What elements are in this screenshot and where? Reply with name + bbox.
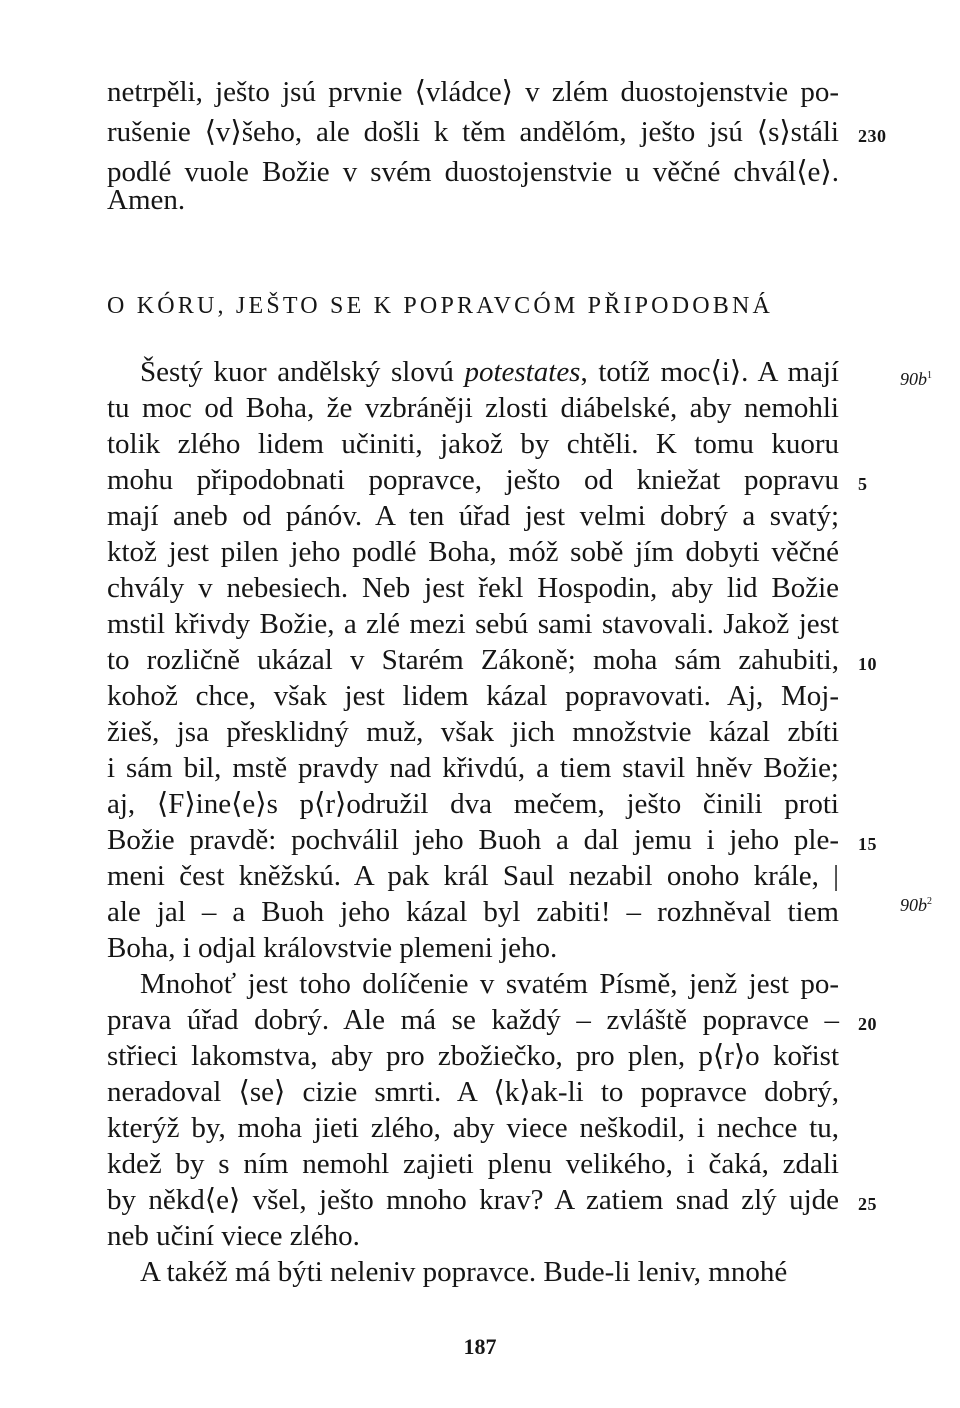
text-line: tu moc od Boha, že vzbráněji zlosti diábelské, aby nemohli	[107, 392, 839, 424]
text-line: prava úřad dobrý. Ale má se každý – zvláště popravce –	[107, 1004, 839, 1036]
text-line: kterýž by, moha jieti zlého, aby viece neškodil, i nechce tu,	[107, 1112, 839, 1144]
text-line: rušenie ⟨v⟩šeho, ale došli k těm andělóm, ješto jsú ⟨s⟩stáli	[107, 116, 839, 148]
text-line	[140, 354, 839, 390]
chapter-heading: O KÓRU, JEŠTO SE K POPRAVCÓM PŘIPODOBNÁ	[107, 293, 774, 319]
folio-mark	[900, 358, 932, 397]
text-line: kdež by s ním nemohl zajieti plenu velikého, i čaká, zdali	[107, 1148, 839, 1180]
text-line: ktož jest pilen jeho podlé Boha, móž sobě jím dobyti věčné	[107, 536, 839, 568]
folio-label: 90b	[900, 369, 927, 389]
line-number: 10	[858, 654, 877, 674]
text-line: kohož chce, však jest lidem kázal popravovati. Aj, Moj-	[107, 680, 839, 712]
text-line: aj, ⟨F⟩ine⟨e⟩s p⟨r⟩odružil dva mečem, ješto činili proti	[107, 788, 839, 820]
text-line: netrpěli, ješto jsú prvnie ⟨vládce⟩ v zlém duostojenstvie po-	[107, 76, 839, 108]
page-number: 187	[463, 1334, 497, 1359]
latin-term: potestates	[464, 356, 581, 388]
line-number: 15	[858, 834, 877, 854]
text-line: Božie pravdě: pochválil jeho Buoh a dal jemu i jeho ple-	[107, 824, 839, 856]
line-number: 5	[858, 474, 868, 494]
line-number: 230	[858, 126, 887, 146]
text-line: meni čest kněžskú. A pak král Saul nezabil onoho krále, |	[107, 860, 839, 892]
text-line: chvály v nebesiech. Neb jest řekl Hospodin, aby lid Božie	[107, 572, 839, 604]
folio-superscript: 2	[927, 896, 932, 907]
text-line: neb učiní viece zlého.	[107, 1220, 360, 1252]
text-line: mohu připodobnati popravce, ješto od kniežat popravu	[107, 464, 839, 496]
text-line: ale jal – a Buoh jeho kázal byl zabiti! – rozhněval tiem	[107, 896, 839, 928]
text-line: střieci lakomstva, aby pro zbožiečko, pro plen, p⟨r⟩o kořist	[107, 1040, 839, 1072]
line-number: 20	[858, 1014, 877, 1034]
text-line: A takéž má býti neleniv popravce. Bude-li leniv, mnohé	[140, 1256, 788, 1288]
line-number: 25	[858, 1194, 877, 1214]
text-line: tolik zlého lidem učiniti, jakož by chtěli. K tomu kuoru	[107, 428, 839, 460]
text-line: i sám bil, mstě pravdy nad křivdú, a tiem stavil hněv Božie;	[107, 752, 839, 784]
text-line: neradoval ⟨se⟩ cizie smrti. A ⟨k⟩ak-li to popravce dobrý,	[107, 1076, 839, 1108]
text-line: Boha, i odjal královstvie plemeni jeho.	[107, 932, 558, 964]
text-line: to rozličně ukázal v Starém Zákoně; moha sám zahubiti,	[107, 644, 839, 676]
text-line: Mnohoť jest toho dolíčenie v svatém Písmě, jenž jest po-	[140, 968, 839, 1000]
text-line: podlé vuole Božie v svém duostojenstvie u věčné chvál⟨e⟩.	[107, 156, 839, 188]
folio-mark	[900, 884, 932, 923]
text-fragment: Šestý kuor andělský slovú	[140, 356, 465, 388]
folio-label: 90b	[900, 895, 927, 915]
text-line: žieš, jsa přesklidný muž, však jich množstvie kázal zbíti	[107, 716, 839, 748]
text-line: by někd⟨e⟩ všel, ješto mnoho krav? A zatiem snad zlý ujde	[107, 1184, 839, 1216]
text-line: Amen.	[107, 184, 186, 216]
folio-superscript: 1	[927, 370, 932, 381]
text-line: mají aneb od pánóv. A ten úřad jest velmi dobrý a svatý;	[107, 500, 839, 532]
text-line: mstil křivdy Božie, a zlé mezi sebú sami stavovali. Jakož jest	[107, 608, 839, 640]
text-fragment: , totíž moc⟨i⟩. A mají	[580, 356, 839, 388]
